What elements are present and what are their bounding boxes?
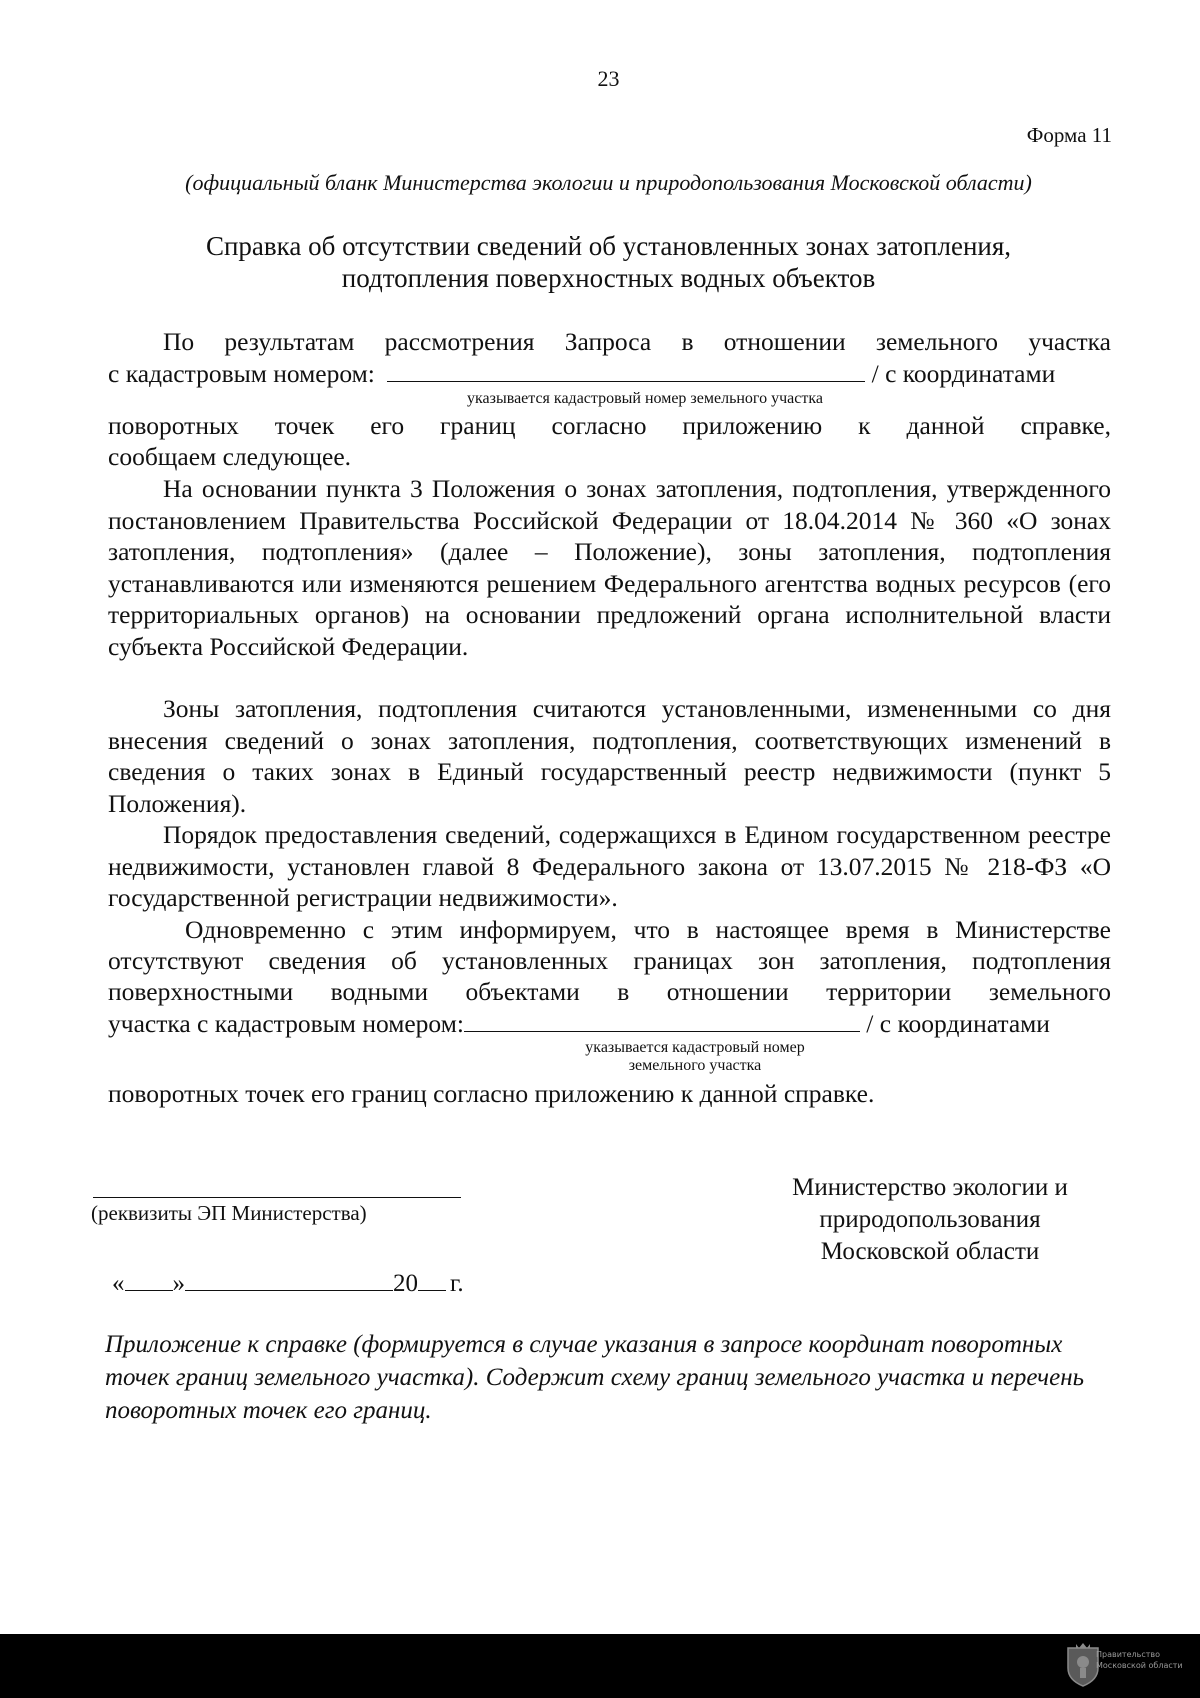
- p5-line-2: отсутствуют сведения об установленных границах зон затопления, подтопления: [108, 946, 1111, 975]
- day-blank[interactable]: [125, 1266, 173, 1291]
- title-line-1: Справка об отсутствии сведений об установленных зонах затопления,: [205, 231, 1012, 261]
- ministry-line-3: Московской области: [820, 1238, 1040, 1265]
- p1-line-3: поворотных точек его границ согласно приложению к данной справке,: [108, 411, 1111, 440]
- ministry-line-1: Министерство экологии и: [792, 1174, 1068, 1201]
- paragraph-4: Порядок предоставления сведений, содержащихся в Едином государственном реестре недвижимости, установлен главой 8 Федерального закона от 13.07.2015 № 218-ФЗ «О государственной регистрации недвижимости».: [108, 820, 1111, 912]
- p1-line-4: сообщаем следующее.: [108, 442, 352, 471]
- date-close-quote: »: [172, 1270, 185, 1297]
- title-line-2: подтопления поверхностных водных объектов: [341, 263, 876, 293]
- hint-2-line-1: указывается кадастровый номер: [585, 1039, 805, 1056]
- p5-coordinates-label: / с координатами: [866, 1009, 1050, 1038]
- appendix-note: Приложение к справке (формируется в случае указания в запросе координат поворотных точек границ земельного участка). Содержит схему границ земельного участка и перечень поворотных точек его границ.: [105, 1331, 1084, 1424]
- form-label: Форма 11: [1026, 123, 1112, 147]
- cadastral-hint-1: указывается кадастровый номер земельного участка: [467, 390, 823, 407]
- ministry-name: [760, 1172, 1100, 1268]
- year-blank[interactable]: [418, 1266, 446, 1291]
- signature-caption: (реквизиты ЭП Министерства): [91, 1201, 367, 1225]
- date-year-prefix: 20: [393, 1270, 418, 1297]
- p1-coordinates-label: / с координатами: [871, 359, 1056, 388]
- cadastral-number-blank-1[interactable]: [387, 357, 865, 382]
- official-blank-note: (официальный бланк Министерства экологии и природопользования Московской области): [185, 170, 1032, 195]
- date-suffix: г.: [450, 1270, 464, 1297]
- p5-line-5: поворотных точек его границ согласно приложению к данной справке.: [108, 1079, 875, 1108]
- p5-line-1: Одновременно с этим информируем, что в настоящее время в Министерстве: [185, 915, 1111, 944]
- footer-line-2: Московской области: [1096, 1661, 1183, 1670]
- signature-line: [93, 1197, 461, 1198]
- p5-line-4: [108, 1007, 1111, 1040]
- p5-line-3: поверхностными водными объектами в отношении территории земельного: [108, 977, 1111, 1006]
- hint-2-line-2: земельного участка: [628, 1057, 762, 1074]
- p1-line-1: По результатам рассмотрения Запроса в отношении земельного участка: [163, 327, 1111, 356]
- footer-caption: [1096, 1649, 1183, 1671]
- month-blank[interactable]: [185, 1266, 393, 1291]
- footer-line-1: Правительство: [1096, 1650, 1160, 1659]
- p1-line-2: [108, 357, 1111, 390]
- page-number: 23: [597, 66, 620, 91]
- paragraph-3: Зоны затопления, подтопления считаются установленными, измененными со дня внесения сведений о зонах затопления, подтопления, соответствующих изменений в сведения о таких зонах в Единый государственный реестр недвижимости (пункт 5 Положения).: [108, 694, 1111, 818]
- date-open-quote: «: [112, 1270, 125, 1297]
- paragraph-2: На основании пункта 3 Положения о зонах затопления, подтопления, утвержденного постановлением Правительства Российской Федерации от 18.04.2014 № 360 «О зонах затопления, подтопления» (далее – Положение), зоны затопления, подтопления устанавливаются или изменяются решением Федерального агентства водных ресурсов (его территориальных органов) на основании предложений органа исполнительной власти субъекта Российской Федерации.: [108, 474, 1111, 661]
- cadastral-number-blank-2[interactable]: [464, 1007, 860, 1032]
- p5-cadastral-label: участка с кадастровым номером:: [108, 1009, 464, 1038]
- cadastral-hint-2: [540, 1039, 850, 1075]
- footer-bar: [0, 1634, 1200, 1698]
- date-line: [112, 1266, 464, 1298]
- document-title: [0, 230, 1200, 294]
- ministry-line-2: природопользования: [819, 1206, 1041, 1233]
- p1-cadastral-label: с кадастровым номером:: [108, 359, 375, 388]
